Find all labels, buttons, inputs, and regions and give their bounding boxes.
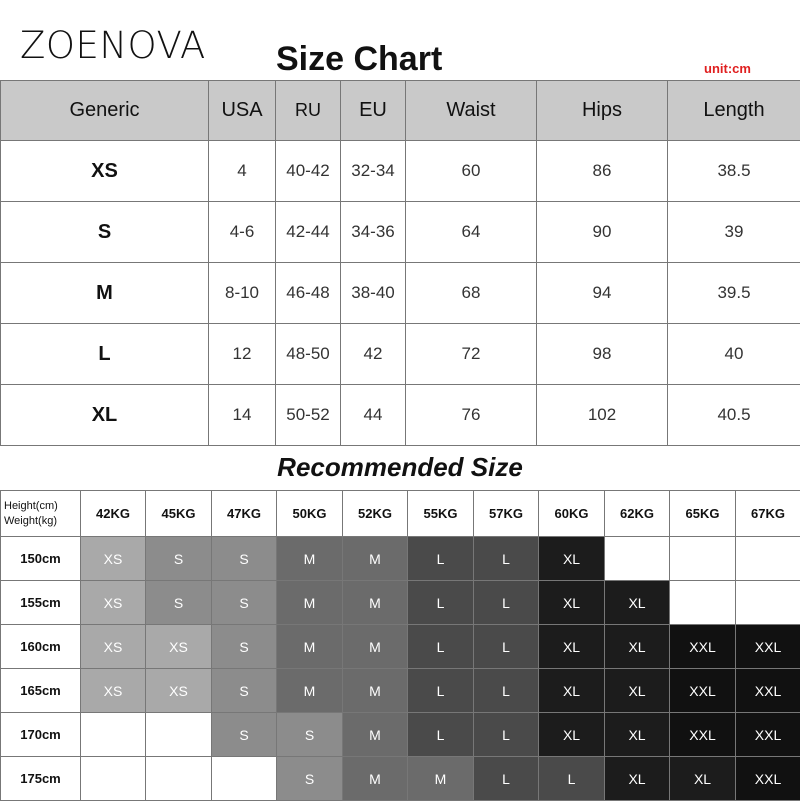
generic-size-cell: L (1, 324, 209, 385)
eu-cell: 44 (341, 385, 406, 446)
recommended-size-cell: XXL (736, 713, 800, 757)
length-cell: 39.5 (668, 263, 800, 324)
corner-cell (1, 491, 81, 537)
recommended-size-cell: M (343, 625, 408, 669)
recommended-size-cell: XL (605, 713, 670, 757)
recommended-size-cell (605, 537, 670, 581)
weight-header: 45KG (146, 491, 212, 537)
recommended-size-cell: XS (81, 669, 146, 713)
brand-logo: ZOENOVA (20, 24, 206, 67)
height-row (1, 713, 800, 757)
recommended-size-cell: XL (605, 669, 670, 713)
weight-header: 42KG (81, 491, 146, 537)
recommended-size-cell: M (343, 669, 408, 713)
size-chart-table (0, 80, 800, 446)
recommended-size-cell: XXL (736, 669, 800, 713)
waist-cell: 72 (406, 324, 537, 385)
eu-cell: 34-36 (341, 202, 406, 263)
header-ru: RU (276, 81, 341, 141)
hips-cell: 98 (537, 324, 668, 385)
recommended-size-cell: XL (605, 581, 670, 625)
recommended-size-cell: L (408, 581, 474, 625)
recommended-size-cell: M (343, 757, 408, 801)
weight-header: 50KG (277, 491, 343, 537)
recommended-size-cell: M (408, 757, 474, 801)
waist-cell: 68 (406, 263, 537, 324)
generic-size-cell: XS (1, 141, 209, 202)
ru-cell: 40-42 (276, 141, 341, 202)
recommended-size-cell: XL (539, 581, 605, 625)
size-row (1, 324, 800, 385)
length-cell: 38.5 (668, 141, 800, 202)
weight-header: 60KG (539, 491, 605, 537)
recommended-size-cell: M (343, 713, 408, 757)
corner-height-label: Height(cm) (4, 499, 80, 514)
hips-cell: 90 (537, 202, 668, 263)
usa-cell: 4-6 (209, 202, 276, 263)
height-label: 150cm (1, 537, 81, 581)
recommended-size-cell: XL (539, 625, 605, 669)
weight-header-row (1, 491, 800, 537)
recommended-size-cell: M (277, 669, 343, 713)
size-row (1, 202, 800, 263)
recommended-size-cell (670, 581, 736, 625)
recommended-size-cell: M (343, 581, 408, 625)
ru-cell: 48-50 (276, 324, 341, 385)
height-row (1, 669, 800, 713)
recommended-size-cell: XL (605, 757, 670, 801)
size-row (1, 263, 800, 324)
recommended-size-cell: XS (81, 625, 146, 669)
ru-cell: 46-48 (276, 263, 341, 324)
recommended-size-cell: XS (146, 625, 212, 669)
generic-size-cell: M (1, 263, 209, 324)
recommended-size-cell: XXL (670, 669, 736, 713)
recommended-size-cell: S (146, 581, 212, 625)
weight-header: 62KG (605, 491, 670, 537)
recommended-size-cell: XL (539, 669, 605, 713)
generic-size-cell: XL (1, 385, 209, 446)
recommended-size-cell (212, 757, 277, 801)
recommended-size-cell (81, 713, 146, 757)
recommended-size-cell: S (212, 625, 277, 669)
usa-cell: 14 (209, 385, 276, 446)
recommended-size-cell: S (212, 537, 277, 581)
size-row (1, 141, 800, 202)
waist-cell: 76 (406, 385, 537, 446)
height-label: 155cm (1, 581, 81, 625)
height-label: 160cm (1, 625, 81, 669)
height-row (1, 757, 800, 801)
ru-cell: 50-52 (276, 385, 341, 446)
recommended-size-cell: XXL (670, 713, 736, 757)
recommended-size-cell: L (474, 757, 539, 801)
usa-cell: 8-10 (209, 263, 276, 324)
recommended-size-cell: S (277, 757, 343, 801)
weight-header: 57KG (474, 491, 539, 537)
recommended-size-cell (146, 757, 212, 801)
ru-cell: 42-44 (276, 202, 341, 263)
page-title: Size Chart (276, 40, 442, 79)
length-cell: 40 (668, 324, 800, 385)
recommended-size-cell: S (277, 713, 343, 757)
length-cell: 40.5 (668, 385, 800, 446)
recommended-size-cell: L (474, 669, 539, 713)
generic-size-cell: S (1, 202, 209, 263)
length-cell: 39 (668, 202, 800, 263)
waist-cell: 64 (406, 202, 537, 263)
recommended-size-cell: L (408, 625, 474, 669)
height-row (1, 581, 800, 625)
recommended-size-cell: S (212, 713, 277, 757)
header-generic: Generic (1, 81, 209, 141)
header-eu: EU (341, 81, 406, 141)
weight-header: 67KG (736, 491, 800, 537)
height-label: 170cm (1, 713, 81, 757)
recommended-size-cell: XL (605, 625, 670, 669)
size-chart-header (1, 81, 800, 141)
header-hips: Hips (537, 81, 668, 141)
height-label: 175cm (1, 757, 81, 801)
recommended-size-cell: XXL (736, 625, 800, 669)
recommended-size-cell: L (474, 713, 539, 757)
recommended-size-cell: M (277, 581, 343, 625)
recommended-size-cell: XS (81, 581, 146, 625)
recommended-size-cell: L (539, 757, 605, 801)
hips-cell: 94 (537, 263, 668, 324)
recommended-size-title: Recommended Size (0, 452, 800, 483)
recommended-size-cell: XS (146, 669, 212, 713)
recommended-size-cell: XL (670, 757, 736, 801)
recommended-size-cell: L (408, 537, 474, 581)
eu-cell: 38-40 (341, 263, 406, 324)
recommended-size-cell: M (343, 537, 408, 581)
height-row (1, 537, 800, 581)
recommended-size-cell: XL (539, 537, 605, 581)
recommended-size-cell: S (212, 581, 277, 625)
header-usa: USA (209, 81, 276, 141)
height-label: 165cm (1, 669, 81, 713)
weight-header: 65KG (670, 491, 736, 537)
recommended-size-cell: L (474, 625, 539, 669)
recommended-size-cell: M (277, 537, 343, 581)
recommended-size-table (0, 490, 800, 801)
weight-header: 55KG (408, 491, 474, 537)
recommended-size-cell: L (408, 669, 474, 713)
recommended-size-cell: S (212, 669, 277, 713)
hips-cell: 102 (537, 385, 668, 446)
height-row (1, 625, 800, 669)
waist-cell: 60 (406, 141, 537, 202)
recommended-size-cell: XXL (736, 757, 800, 801)
recommended-size-cell: L (474, 581, 539, 625)
usa-cell: 4 (209, 141, 276, 202)
recommended-size-cell (81, 757, 146, 801)
recommended-size-cell: S (146, 537, 212, 581)
recommended-size-cell: XS (81, 537, 146, 581)
eu-cell: 42 (341, 324, 406, 385)
weight-header: 47KG (212, 491, 277, 537)
recommended-size-cell (736, 581, 800, 625)
unit-label: unit:cm (704, 61, 751, 76)
recommended-size-cell: XXL (670, 625, 736, 669)
usa-cell: 12 (209, 324, 276, 385)
recommended-size-cell (146, 713, 212, 757)
weight-header: 52KG (343, 491, 408, 537)
hips-cell: 86 (537, 141, 668, 202)
recommended-rows (1, 537, 800, 801)
eu-cell: 32-34 (341, 141, 406, 202)
recommended-size-cell: L (474, 537, 539, 581)
recommended-size-cell (736, 537, 800, 581)
header-waist: Waist (406, 81, 537, 141)
recommended-size-cell: L (408, 713, 474, 757)
header-length: Length (668, 81, 800, 141)
corner-weight-label: Weight(kg) (4, 514, 80, 529)
recommended-size-cell: M (277, 625, 343, 669)
recommended-size-cell: XL (539, 713, 605, 757)
size-row (1, 385, 800, 446)
recommended-size-cell (670, 537, 736, 581)
